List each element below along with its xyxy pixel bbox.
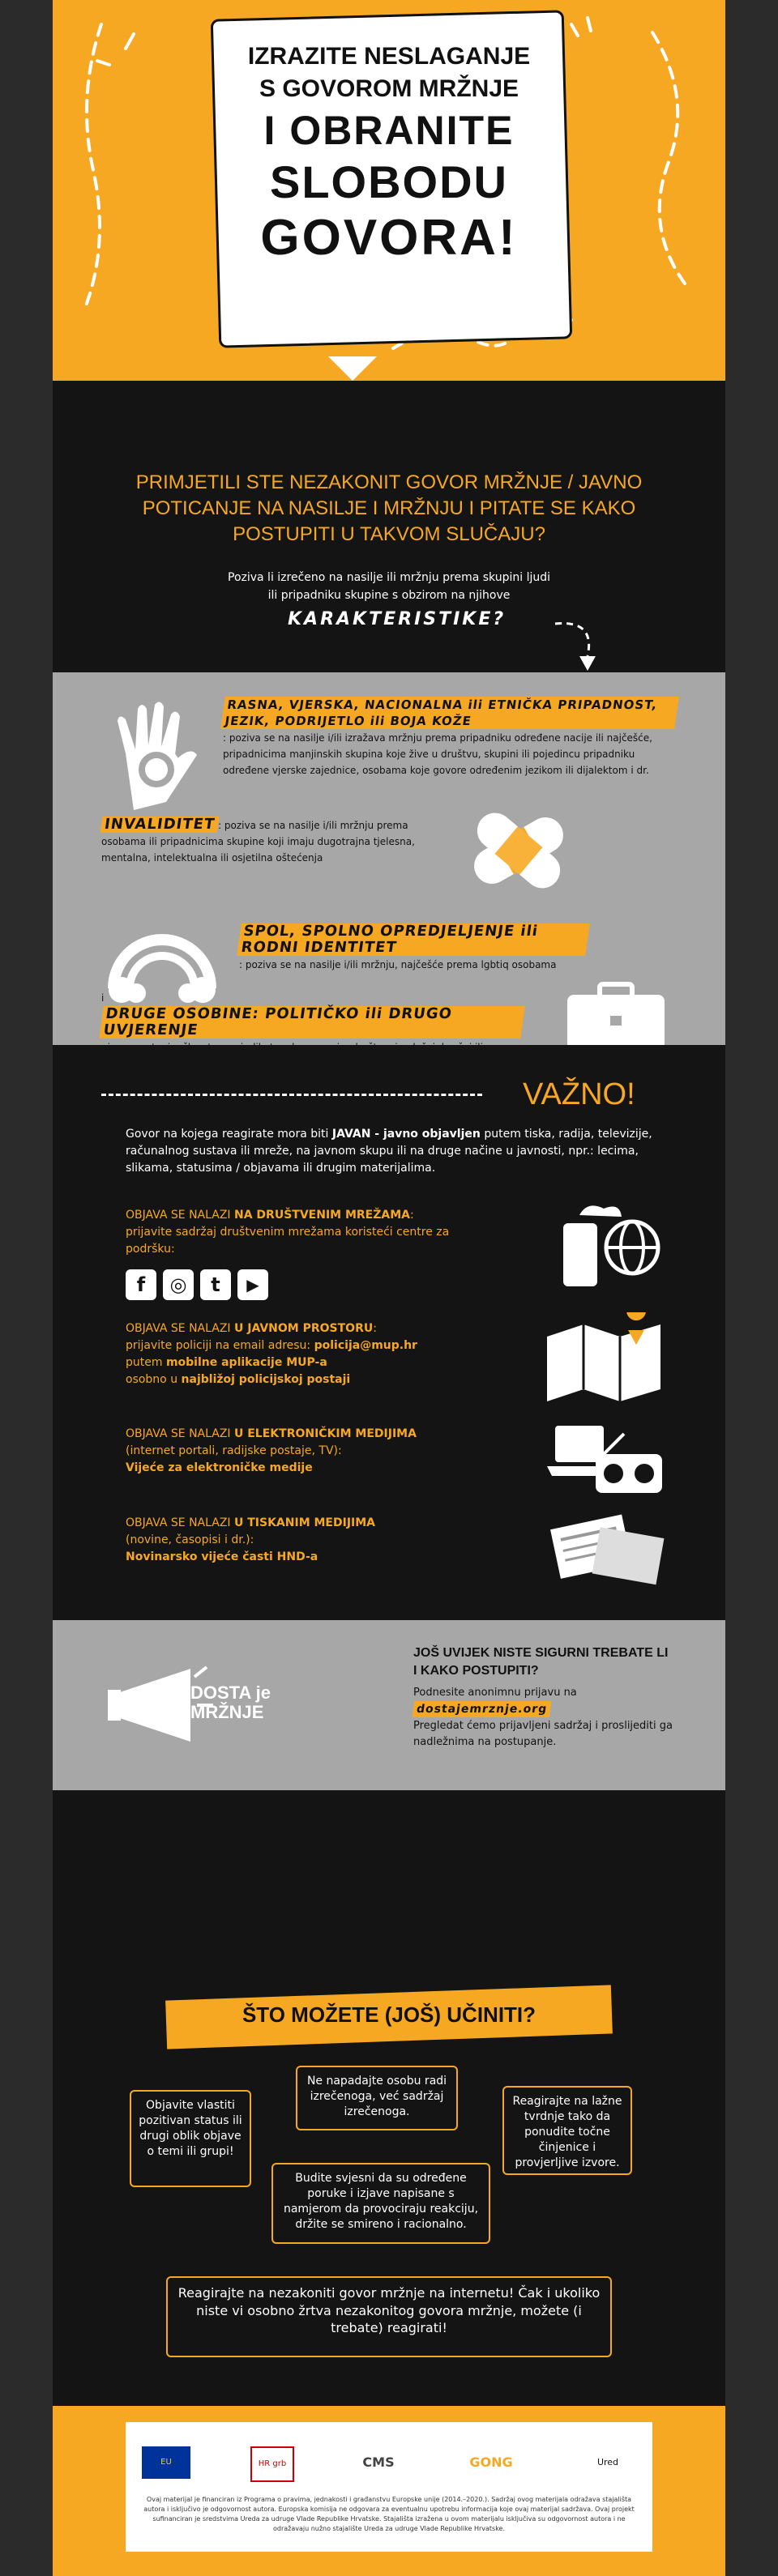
instagram-icon[interactable]: ◎ xyxy=(163,1269,194,1300)
public-body-3: osobno u xyxy=(126,1373,182,1386)
report-electronic xyxy=(126,1426,482,1477)
important-title: VAŽNO! xyxy=(523,1077,635,1111)
youtube-icon[interactable]: ▶ xyxy=(237,1269,268,1300)
gong-logo: GONG xyxy=(469,2454,513,2470)
print-title-b: U TISKANIM MEDIJIMA xyxy=(234,1516,376,1529)
public-title-c: : xyxy=(373,1322,377,1335)
tip-post-positive: Objavite vlastiti pozitivan status ili drugi oblik objave o temi ili grupi! xyxy=(130,2090,251,2187)
char-item-1 xyxy=(223,697,677,778)
hero-title xyxy=(219,41,559,267)
report-public xyxy=(126,1320,482,1388)
report-site-link[interactable]: dostajemrznje.org xyxy=(413,1701,552,1717)
ured-logo: Ured xyxy=(596,2457,619,2467)
logo-text xyxy=(190,1683,271,1722)
social-body: prijavite sadržaj društvenim mrežama koristeći centre za podršku: xyxy=(126,1226,450,1256)
important-intro-a: Govor na kojega reagirate mora biti xyxy=(126,1128,332,1141)
cms-logo: CMS xyxy=(362,2454,395,2470)
social-title-b: NA DRUŠTVENIM MREŽAMA xyxy=(234,1209,410,1222)
croatia-logo: HR grb xyxy=(250,2446,294,2482)
electronic-title-a: OBJAVA SE NALAZI xyxy=(126,1427,234,1440)
report-print xyxy=(126,1515,482,1566)
police-email-link[interactable]: policija@mup.hr xyxy=(314,1339,417,1352)
eu-flag-logo: EU xyxy=(142,2446,190,2479)
char-item-3 xyxy=(239,923,588,973)
radio-laptop-icon xyxy=(547,1418,669,1499)
newspaper-icon xyxy=(539,1507,669,1588)
tip-stay-calm: Budite svjesni da su određene poruke i izjave napisane s namjerom da provociraju reakciju, držite se smireno i racionalno. xyxy=(271,2163,490,2244)
intro-heading: PRIMJETILI STE NEZAKONIT GOVOR MRŽNJE / JAVNO POTICANJE NA NASILJE I MRŽNJU I PITATE SE KAKO POSTUPITI U TAKVOM SLUČAJU? xyxy=(135,471,643,545)
intro-keyword: KARAKTERISTIKE? xyxy=(288,609,507,629)
facebook-icon[interactable]: f xyxy=(126,1269,156,1300)
char-item-2-text: : poziva se na nasilje i/ili mržnju prema osobama ili pripadnicima skupine koji imaju dugotrajna tjelesna, mentalna, intelektualna ili osjetilna oštećenja xyxy=(101,820,415,864)
actions-banner: ŠTO MOŽETE (JOŠ) UČINITI? xyxy=(242,2002,536,2027)
print-title-a: OBJAVA SE NALAZI xyxy=(126,1516,234,1529)
twitter-icon[interactable]: t xyxy=(200,1269,231,1300)
electronic-sub: (internet portali, radijske postaje, TV): xyxy=(126,1444,342,1457)
logo-text-a: DOSTA je xyxy=(190,1683,271,1703)
hero-line-5: GOVORA! xyxy=(260,210,518,266)
report-social xyxy=(126,1207,466,1300)
hand-magnifier-icon xyxy=(101,697,215,818)
intro-arrow xyxy=(547,616,612,680)
report-title: JOŠ UVIJEK NISTE SIGURNI TREBATE LI I KAKO POSTUPITI? xyxy=(413,1646,669,1678)
print-body: Novinarsko vijeće časti HND-a xyxy=(126,1550,318,1563)
social-icons xyxy=(126,1269,466,1300)
important-intro-b: JAVAN - javno objavljen xyxy=(331,1128,481,1141)
electronic-title-b: U ELEKTRONIČKIM MEDIJIMA xyxy=(234,1427,417,1440)
hero-section xyxy=(53,0,725,381)
characteristics-section xyxy=(53,672,725,1045)
footer-disclaimer: Ovaj materijal je financiran iz Programa o pravima, jednakosti i građanstvu Europske unije (2014.–2020.). Sadržaj ovog materijala odražava stajališta autora i isključivo je odgovornost autora. Europska komisija ne odgovara za eventualnu upotrebu informacija koje ovaj materijal sadržava. Ovaj projekt sufinanciran je sredstvima Ureda za udruge Vlade Republike Hrvatske. Stajališta izražena u ovom materijalu isključiva su odgovornost autora i ne odražavaju nužno stajalište Ureda za udruge Vlade Republike Hrvatske. xyxy=(143,2496,635,2532)
logo-text-b: MRŽNJE xyxy=(190,1702,264,1722)
intro-section xyxy=(53,381,725,672)
important-intro xyxy=(126,1126,652,1177)
intro-body: Poziva li izrečeno na nasilje ili mržnju prema skupini ljudi ili pripadniku skupine s obzirom na njihove xyxy=(228,571,550,602)
tip-facts: Reagirajte na lažne tvrdnje tako da ponudite točne činjenice i provjerljive izvore. xyxy=(502,2086,632,2175)
footer-section xyxy=(53,2406,725,2576)
hero-line-1: IZRAZITE NESLAGANJE xyxy=(247,43,531,70)
public-body-1: prijavite policiji na email adresu: xyxy=(126,1339,314,1352)
report-body xyxy=(413,1685,673,1751)
hero-line-2: S GOVOROM MRŽNJE xyxy=(259,75,519,102)
print-sub: (novine, časopisi i dr.): xyxy=(126,1533,254,1546)
infographic-page xyxy=(53,0,725,2576)
phone-globe-icon xyxy=(555,1199,669,1296)
report-section xyxy=(53,1596,725,1823)
public-body-2: putem xyxy=(126,1356,166,1369)
important-section xyxy=(53,1045,725,1596)
tip-react-online: Reagirajte na nezakoniti govor mržnje na internetu! Čak i ukoliko niste vi osobno žrtva nezakonitog govora mržnje, možete (i trebate) reagirati! xyxy=(166,2276,612,2357)
public-title-a: OBJAVA SE NALAZI xyxy=(126,1322,234,1335)
tip-dont-attack: Ne napadajte osobu radi izrečenoga, već sadržaj izrečenoga. xyxy=(296,2066,458,2130)
char-item-3-text: : poziva se na nasilje i/ili mržnju, najčešće prema lgbtiq osobama xyxy=(239,959,557,970)
briefcase-icon xyxy=(563,980,669,1053)
report-body-1: Podnesite anonimnu prijavu na xyxy=(413,1687,577,1699)
char-item-3-highlight: SPOL, SPOLNO OPREDJELJENJE ili RODNI IDENTITET xyxy=(237,923,590,956)
hero-line-3: I OBRANITE xyxy=(263,108,515,153)
actions-section xyxy=(53,1823,725,2406)
bandage-icon xyxy=(466,802,571,899)
electronic-body: Vijeće za elektroničke medije xyxy=(126,1461,313,1474)
hero-line-4: SLOBODU xyxy=(270,156,508,207)
social-title-a: OBJAVA SE NALAZI xyxy=(126,1209,234,1222)
social-title-c: : xyxy=(410,1209,414,1222)
char-item-1-text: : poziva se na nasilje i/ili izražava mržnju prema pripadniku određene nacije ili najčešće, pripadnicima manjinskih skupina koje žive u društvu, skupini ili pojedincu pripadniku određene vjerske zajednice, osobama koje govore određenim jezikom ili dijalektom i dr. xyxy=(223,732,652,776)
char-item-1-highlight: RASNA, VJERSKA, NACIONALNA ili ETNIČKA PRIPADNOST, JEZIK, PODRIJETLO ili BOJA KOŽE xyxy=(220,697,679,729)
char-item-2-highlight: INVALIDITET xyxy=(100,817,220,833)
char-item-4-prefix: i xyxy=(101,992,105,1004)
char-item-2 xyxy=(101,817,442,866)
map-icon xyxy=(539,1312,669,1401)
important-intro-c: putem tiska, radija, televizije, računalnog sustava ili mreže, na javnom skupu ili na druge načine u javnosti, npr.: lecima, slikama, statusima / objavama ili drugim materijalima. xyxy=(126,1128,652,1175)
char-item-4-highlight: DRUGE OSOBINE: POLITIČKO ili DRUGO UVJERENJE xyxy=(99,1006,525,1039)
public-title-b: U JAVNOM PROSTORU xyxy=(234,1322,374,1335)
footer-logos xyxy=(142,2446,636,2482)
report-body-2: Pregledat ćemo prijavljeni sadržaj i proslijediti ga nadležnima na postupanje. xyxy=(413,1720,673,1748)
police-app: mobilne aplikacije MUP-a xyxy=(165,1356,327,1369)
police-station: najbližoj policijskoj postaji xyxy=(181,1373,351,1386)
